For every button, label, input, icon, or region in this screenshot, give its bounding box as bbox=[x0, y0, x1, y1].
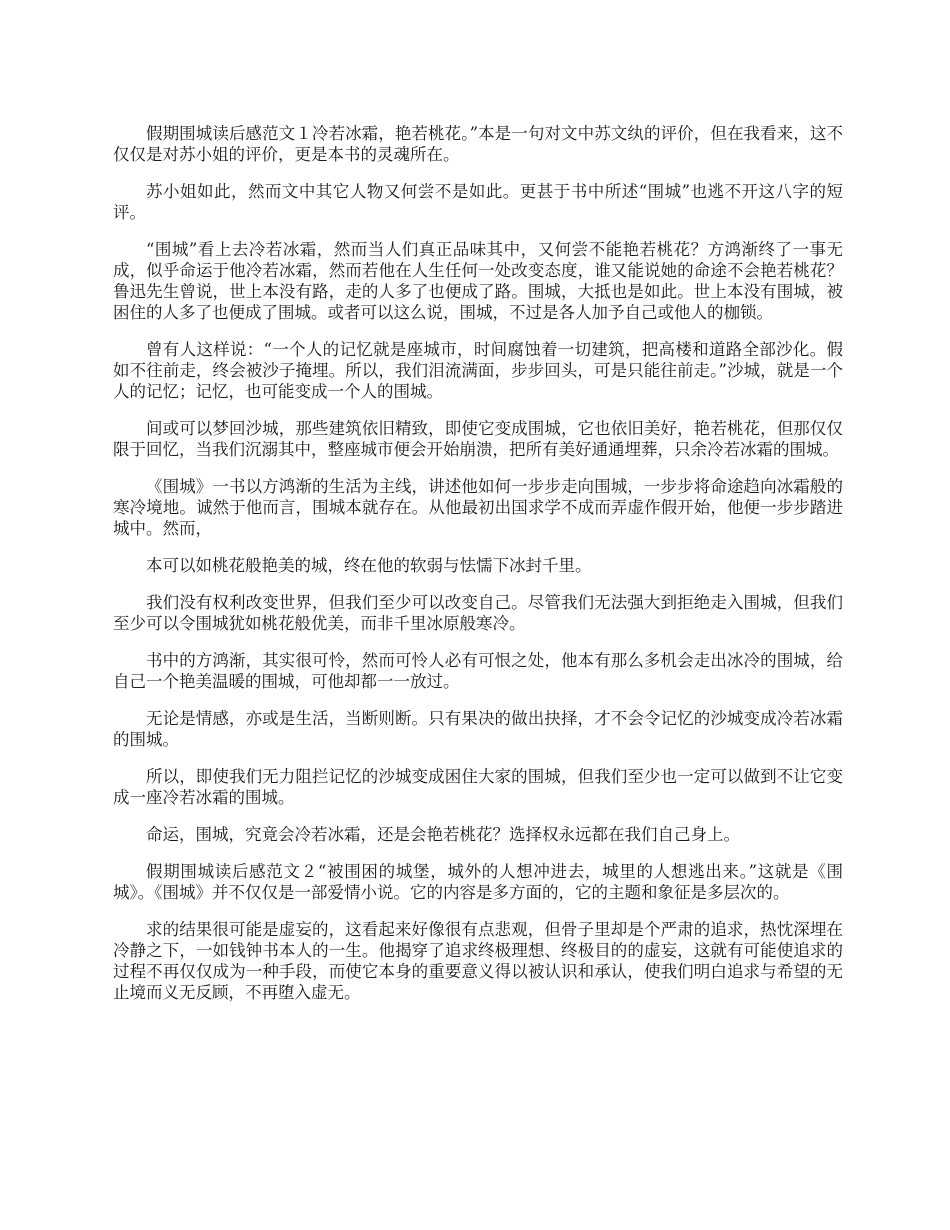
paragraph-9: 书中的方鸿渐，其实很可怜，然而可怜人必有可恨之处，他本有那么多机会走出冰冷的围城，给自己一个艳美温暖的围城，可他却都一一放过。 bbox=[113, 651, 843, 691]
paragraph-7: 本可以如桃花般艳美的城，终在他的软弱与怯懦下冰封千里。 bbox=[146, 556, 592, 575]
paragraph-12: 命运，围城，究竟会冷若冰霜，还是会艳若桃花？选择权永远都在我们自己身上。 bbox=[146, 825, 740, 844]
paragraph-10: 无论是情感，亦或是生活，当断则断。只有果决的做出抉择，才不会令记忆的沙城变成冷若冰霜的围城。 bbox=[113, 709, 843, 749]
document-page bbox=[113, 123, 843, 1019]
paragraph-11: 所以，即使我们无力阻拦记忆的沙城变成困住大家的围城，但我们至少也一定可以做到不让它变成一座冷若冰霜的围城。 bbox=[113, 767, 843, 807]
paragraph-5: 间或可以梦回沙城，那些建筑依旧精致，即使它变成围城，它也依旧美好，艳若桃花，但那仅仅限于回忆，当我们沉溺其中，整座城市便会开始崩溃，把所有美好通通埋葬，只余冷若冰霜的围城。 bbox=[113, 419, 843, 459]
paragraph-6: 《围城》一书以方鸿渐的生活为主线，讲述他如何一步步走向围城，一步步将命途趋向冰霜般的寒冷境地。诚然于他而言，围城本就存在。从他最初出国求学不成而弄虚作假开始，他便一步步踏进城中。然而， bbox=[113, 477, 843, 538]
paragraph-14: 求的结果很可能是虚妄的，这看起来好像很有点悲观，但骨子里却是个严肃的追求，热忱深埋在冷静之下，一如钱钟书本人的一生。他揭穿了追求终极理想、终极目的的虚妄，这就有可能使追求的过程不再仅仅成为一种手段，而使它本身的重要意义得以被认识和承认，使我们明白追求与希望的无止境而义无反顾，不再堕入虚无。 bbox=[113, 920, 843, 1002]
paragraph-3: “围城”看上去冷若冰霜，然而当人们真正品味其中，又何尝不能艳若桃花？方鸿渐终了一事无成，似乎命运于他冷若冰霜，然而若他在人生任何一处改变态度，谁又能说她的命途不会艳若桃花？ 鲁迅先生曾说，世上本没有路，走的人多了也便成了路。围城，大抵也是如此。世上本没有围城，被困住的人多了也便成了围城。或者可以这么说，围城，不过是各人加予自己或他人的枷锁。 bbox=[113, 240, 843, 322]
paragraph-1: 假期围城读后感范文１冷若冰霜，艳若桃花。”本是一句对文中苏文纨的评价，但在我看来，这不仅仅是对苏小姐的评价，更是本书的灵魂所在。 bbox=[113, 124, 843, 164]
paragraph-13: 假期围城读后感范文２“被围困的城堡，城外的人想冲进去，城里的人想逃出来。”这就是《围城》。《围城》并不仅仅是一部爱情小说。它的内容是多方面的，它的主题和象征是多层次的。 bbox=[113, 862, 843, 902]
paragraph-4: 曾有人这样说：“一个人的记忆就是座城市，时间腐蚀着一切建筑，把高楼和道路全部沙化。假如不往前走，终会被沙子掩埋。所以，我们泪流满面，步步回头，可是只能往前走。”沙城，就是一个人的记忆；记忆，也可能变成一个人的围城。 bbox=[113, 340, 843, 401]
paragraph-2: 苏小姐如此，然而文中其它人物又何尝不是如此。更甚于书中所述“围城”也逃不开这八字的短评。 bbox=[113, 182, 843, 222]
paragraph-8: 我们没有权利改变世界，但我们至少可以改变自己。尽管我们无法强大到拒绝走入围城，但我们至少可以令围城犹如桃花般优美，而非千里冰原般寒冷。 bbox=[113, 593, 843, 633]
